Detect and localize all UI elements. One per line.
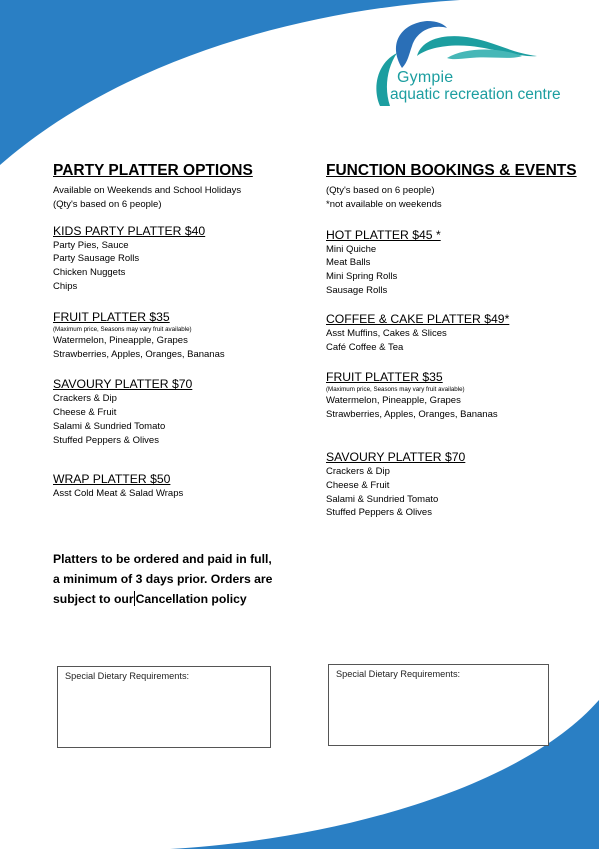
kids-party-platter-title: KIDS PARTY PLATTER $40 [53,223,206,238]
menu-item: Café Coffee & Tea [326,341,404,353]
menu-item: Mini Quiche [326,243,377,255]
function-bookings-heading: FUNCTION BOOKINGS & EVENTS [326,162,577,179]
menu-item: Chicken Nuggets [53,267,126,279]
dietary-requirements-box-left[interactable] [57,666,271,748]
fruit-platter-note: (Maximum price, Seasons may vary fruit available) [326,386,465,394]
ordering-notice [53,550,293,609]
menu-item: Salami & Sundried Tomato [53,420,166,432]
menu-item: Crackers & Dip [326,465,390,477]
menu-item: Strawberries, Apples, Oranges, Bananas [326,409,498,421]
menu-item: Watermelon, Pineapple, Grapes [53,334,188,346]
logo-text-gympie: Gympie [397,69,454,86]
dietary-requirements-box-right[interactable] [328,664,549,746]
wrap-platter-title: WRAP PLATTER $50 [53,471,171,486]
fruit-platter-note: (Maximum price, Seasons may vary fruit available) [53,325,192,333]
menu-item: Salami & Sundried Tomato [326,493,439,505]
dietary-requirements-label: Special Dietary Requirements: [336,669,461,679]
fruit-platter-title: FRUIT PLATTER $35 [326,370,443,385]
cancellation-policy-text: Cancellation policy [135,591,247,606]
savoury-platter-title: SAVOURY PLATTER $70 [53,377,193,392]
dietary-requirements-label: Special Dietary Requirements: [65,671,190,681]
party-platter-column [53,161,303,500]
intro-line: Available on Weekends and School Holidays [53,185,242,196]
menu-item: Asst Cold Meat & Salad Wraps [53,487,184,499]
menu-item: Stuffed Peppers & Olives [53,434,159,446]
menu-item: Cheese & Fruit [53,407,117,419]
notice-line: a minimum of 3 days prior. Orders are [53,571,273,586]
logo-text-centre: aquatic recreation centre [390,86,561,103]
menu-item: Stuffed Peppers & Olives [326,507,432,519]
menu-item: Party Pies, Sauce [53,239,129,251]
menu-item: Mini Spring Rolls [326,271,398,283]
intro-line: (Qty's based on 6 people) [53,198,162,210]
menu-item: Sausage Rolls [326,284,388,296]
notice-line-3 [53,590,293,610]
intro-line: *not available on weekends [326,198,442,210]
menu-item: Crackers & Dip [53,393,117,405]
menu-item: Party Sausage Rolls [53,253,140,265]
menu-item: Chips [53,280,78,292]
savoury-platter-title: SAVOURY PLATTER $70 [326,449,466,464]
fruit-platter-title: FRUIT PLATTER $35 [53,309,170,324]
coffee-cake-platter-title: COFFEE & CAKE PLATTER $49* [326,311,510,326]
menu-item: Watermelon, Pineapple, Grapes [326,395,461,407]
hot-platter-title: HOT PLATTER $45 * [326,227,441,242]
function-bookings-column [326,161,576,520]
menu-item: Strawberries, Apples, Oranges, Bananas [53,348,225,360]
menu-item: Cheese & Fruit [326,479,390,491]
menu-item: Meat Balls [326,257,371,269]
notice-line: Platters to be ordered and paid in full, [53,552,272,566]
notice-text: subject to our [53,591,134,606]
menu-item: Asst Muffins, Cakes & Slices [326,327,447,339]
intro-line: (Qty's based on 6 people) [326,185,435,196]
party-platter-heading: PARTY PLATTER OPTIONS [53,162,253,179]
